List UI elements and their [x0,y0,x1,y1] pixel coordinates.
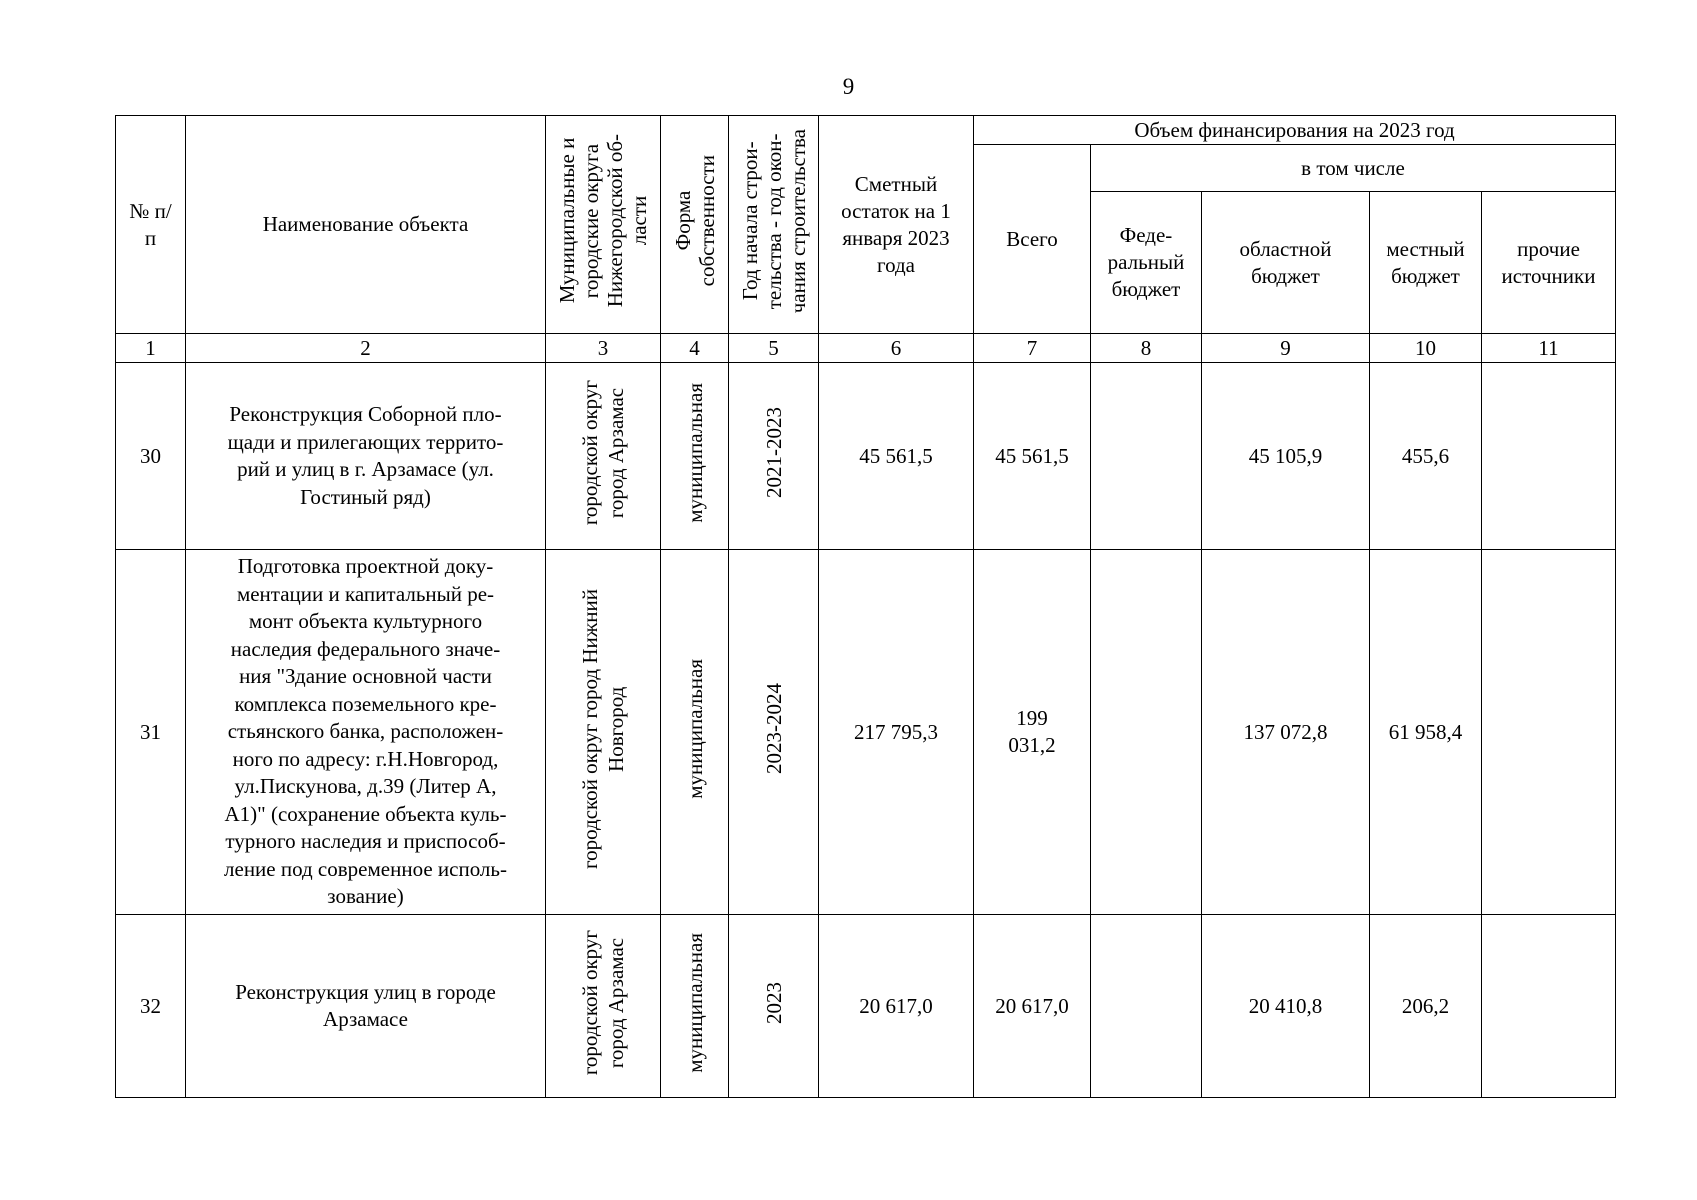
row-number: 32 [116,915,186,1098]
object-name [186,550,546,915]
header-years [729,116,819,334]
object-name-line: А1)" (сохранение объекта куль- [224,801,507,826]
ownership [661,915,729,1098]
header-municipal-line: ласти [627,196,651,246]
object-name-line: комплекса поземельного кре- [234,691,497,716]
row-number: 31 [116,550,186,915]
column-number: 6 [819,334,974,363]
header-name: Наименование объекта [186,116,546,334]
header-estimate-label: Сметный остаток на 1 января 2023 года [841,171,951,277]
estimate-value: 45 561,5 [819,363,974,550]
object-name-line: ление под современное исполь- [224,856,507,881]
column-number: 2 [186,334,546,363]
estimate-value: 20 617,0 [819,915,974,1098]
total-value-line: 031,2 [1008,733,1056,757]
years [729,915,819,1098]
column-number: 9 [1202,334,1370,363]
years [729,550,819,915]
column-numbering-row [116,334,1616,363]
municipality-line: городской округ город Нижний [578,588,602,869]
years [729,363,819,550]
object-name-line: Подготовка проектной доку- [237,554,494,579]
object-name-line: рий и улиц в г. Арзамасе (ул. [237,457,494,481]
column-number: 1 [116,334,186,363]
other-value [1482,363,1616,550]
regional-value: 20 410,8 [1202,915,1370,1098]
ownership [661,363,729,550]
object-name [186,915,546,1098]
ownership-text: муниципальная [682,382,707,523]
federal-value [1091,915,1202,1098]
total-value: 20 617,0 [974,915,1091,1098]
header-years-line: чания строительства [785,128,810,314]
total-value: 45 561,5 [974,363,1091,550]
object-name-line: наследия федерального значе- [230,636,501,661]
ownership [661,550,729,915]
years-text: 2023 [761,981,786,1024]
other-value [1482,915,1616,1098]
header-estimate [819,116,974,334]
header-number [116,116,186,334]
header-other-label: прочие источники [1501,236,1596,288]
ownership-text: муниципальная [682,658,707,799]
header-financing-group: Объем финансирования на 2023 год [974,116,1616,145]
object-name-line: Гостиный ряд) [300,484,431,509]
table-row [116,550,1616,915]
header-total: Всего [974,145,1091,334]
years-text: 2023-2024 [761,683,786,774]
column-number: 4 [661,334,729,363]
object-name-line: Арзамасе [323,1007,408,1031]
estimate-value: 217 795,3 [819,550,974,915]
header-years-line: Год начала строи- [737,141,762,301]
page-number: 9 [842,74,855,99]
table-row [116,915,1616,1098]
object-name-line: щади и прилегающих террито- [227,429,504,454]
object-name-line: зование) [327,884,404,909]
header-number-label: № п/п [129,198,172,250]
header-federal [1091,192,1202,334]
object-name-line: ул.Пискунова, д.39 (Литер А, [234,774,497,799]
header-local [1370,192,1482,334]
column-number: 10 [1370,334,1482,363]
total-value [974,550,1091,915]
header-municipal-line: Нижегородской об- [603,134,627,308]
column-number: 8 [1091,334,1202,363]
years-text: 2021-2023 [761,407,786,498]
financing-table [115,115,1616,1098]
total-value-line: 199 [1016,706,1048,730]
object-name-line: турного наследия и приспособ- [225,829,506,854]
local-value: 61 958,4 [1370,550,1482,915]
local-value: 206,2 [1370,915,1482,1098]
column-number: 11 [1482,334,1616,363]
municipality-line: Новгород [604,685,628,772]
header-regional-label: областной бюджет [1239,236,1332,288]
header-ownership-line: собственности [694,155,719,287]
ownership-text: муниципальная [682,932,707,1073]
header-municipal-line: Муниципальные и [555,138,579,304]
object-name-line: стьянского банка, расположен- [227,719,504,744]
federal-value [1091,550,1202,915]
object-name-line: Реконструкция улиц в городе [235,979,496,1004]
header-including-group: в том числе [1091,145,1616,192]
federal-value [1091,363,1202,550]
row-number: 30 [116,363,186,550]
municipality-line: городской округ [578,379,602,526]
header-other [1482,192,1616,334]
local-value: 455,6 [1370,363,1482,550]
header-municipal [546,116,661,334]
municipality [546,915,661,1098]
municipality-line: город Арзамас [604,387,628,518]
column-number: 7 [974,334,1091,363]
header-federal-label: Феде-ральный бюджет [1107,223,1185,301]
object-name-line: Реконструкция Соборной пло- [229,402,502,426]
object-name-line: ния "Здание основной части [239,664,492,689]
header-municipal-line: городские округа [579,143,603,299]
column-number: 3 [546,334,661,363]
header-local-label: местный бюджет [1386,236,1465,288]
object-name-line: монт объекта культурного [248,609,483,634]
municipality [546,363,661,550]
column-number: 5 [729,334,819,363]
regional-value: 45 105,9 [1202,363,1370,550]
regional-value: 137 072,8 [1202,550,1370,915]
other-value [1482,550,1616,915]
municipality-line: город Арзамас [604,937,628,1068]
header-years-line: тельства - год окон- [761,133,786,309]
header-ownership-line: Форма [670,191,695,251]
object-name-line: ментации и капитальный ре- [236,581,495,606]
header-regional [1202,192,1370,334]
object-name [186,363,546,550]
municipality-line: городской округ [578,929,602,1076]
table-row [116,363,1616,550]
municipality [546,550,661,915]
header-ownership [661,116,729,334]
object-name-line: ного по адресу: г.Н.Новгород, [232,746,499,771]
